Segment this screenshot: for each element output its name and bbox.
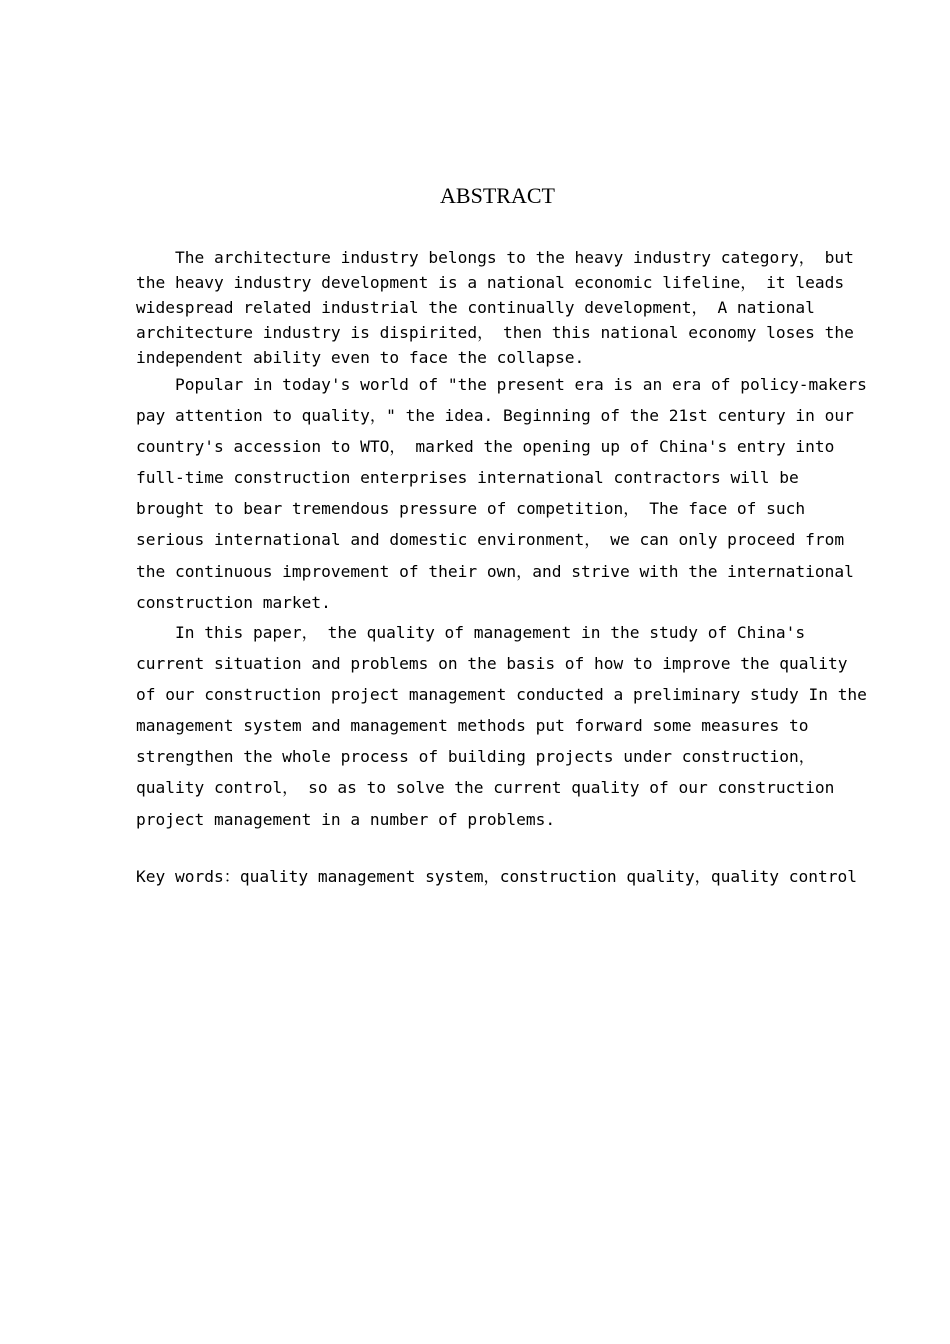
abstract-paragraph-2: Popular in today's world of "the present era is an era of policy-makers pay attention to quality，" the idea. Beginning of the 21st century in our country's accession to WTO， marked the opening up of China's entry into full-time construction enterprises international contractors will be brought to bear tremendous pressure of competition， The face of such serious international and domestic environment， we can only proceed from the continuous improvement of their own，and strive with the international construction market.: [136, 375, 867, 612]
abstract-title: ABSTRACT: [440, 183, 555, 208]
keywords-line: Key words：quality management system，construction quality，quality control: [136, 867, 858, 886]
abstract-paragraph-1: The architecture industry belongs to the heavy industry category， but the heavy industry development is a national economic lifeline， it leads widespread related industrial the continually development， A national architecture industry is dispirited， then this national economy loses the independent ability even to face the collapse.: [136, 248, 854, 367]
abstract-paragraph-3: In this paper， the quality of management in the study of China's current situation and problems on the basis of how to improve the quality of our construction project management conducted a preliminary study In the management system and management methods put forward some measures to strengthen the whole process of building projects under construction， quality control， so as to solve the current quality of our construction project management in a number of problems.: [136, 623, 867, 829]
